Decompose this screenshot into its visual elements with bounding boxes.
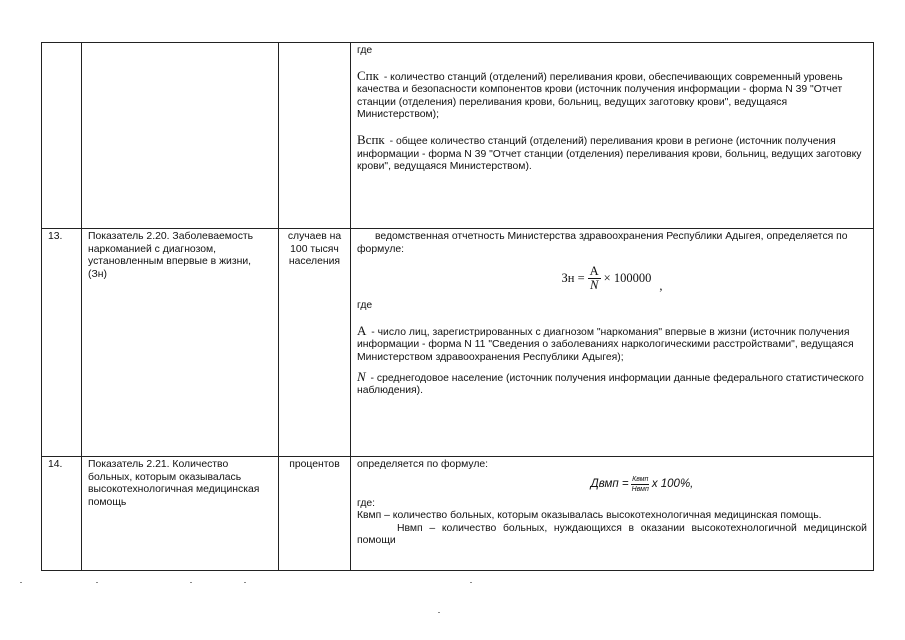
spk-text: - количество станций (отделений) переливания крови, обеспечивающих современный уровень качества и безопасности компонентов крови (источник получения информации - форма N 39 "Отчет станции (отделения) переливания крови, больниц, ведущих заготовку крови", ведущаяся Министерством); [357, 71, 843, 121]
formula-rhs: × 100000 [603, 270, 652, 285]
unit: случаев на 100 тысяч населения [279, 229, 351, 457]
spk-symbol: Спк [357, 67, 379, 83]
formula-denominator: Нвмп [631, 486, 649, 494]
formula-dvmp [357, 472, 867, 498]
cell-description [351, 229, 874, 457]
vspk-symbol: Вспк [357, 131, 385, 147]
cell-description [351, 457, 874, 571]
formula-lhs: Зн = [561, 270, 585, 285]
spk-definition [357, 67, 867, 122]
table-row-continuation [42, 43, 874, 229]
cell-description [351, 43, 874, 229]
formula-comma: , [659, 278, 663, 293]
scan-speck [244, 582, 246, 583]
indicator-name: Показатель 2.20. Заболеваемость наркоманией с диагнозом, установленным впервые в жизни, (Зн) [82, 229, 279, 457]
where-label: где: [357, 497, 376, 509]
scan-speck [190, 582, 192, 583]
indicator-name: Показатель 2.21. Количество больных, которым оказывалась высокотехнологичная медицинская помощь [82, 457, 279, 571]
row-number: 13. [42, 229, 82, 457]
table-row-14 [42, 457, 874, 571]
where-label: где [357, 45, 373, 56]
kvmp-definition: Квмп – количество больных, которым оказывалась высокотехнологичная медицинская помощь. [357, 510, 822, 522]
scan-speck [470, 582, 472, 583]
source-intro: ведомственная отчетность Министерства здравоохранения Республики Адыгея, определяется по формуле: [357, 231, 848, 255]
formula-lhs: Двмп = [590, 478, 629, 491]
indicators-table [41, 42, 874, 571]
cell-unit-empty [279, 43, 351, 229]
nvmp-definition: Нвмп – количество больных, нуждающихся в оказании высокотехнологичной медицинской помощи [357, 522, 867, 547]
cell-name-empty [82, 43, 279, 229]
formula-numerator: Квмп [632, 476, 649, 484]
n-symbol: N [357, 368, 366, 384]
scan-speck [20, 582, 22, 583]
formula-zn [357, 256, 867, 300]
n-text: - среднегодовое население (источник получения информации данные федерального статистического наблюдения). [357, 372, 864, 397]
table-row-13 [42, 229, 874, 457]
a-symbol: A [357, 322, 367, 338]
formula-denominator: N [589, 277, 599, 292]
row-number: 14. [42, 457, 82, 571]
vspk-definition [357, 131, 867, 174]
vspk-text: - общее количество станций (отделений) переливания крови в регионе (источник получения информации - форма N 39 "Отчет станции (отделения) переливания крови, больниц, ведущих заготовку крови", ведущаяся Министерством). [357, 135, 862, 173]
formula-numerator: A [589, 263, 599, 278]
formula-rhs: х 100%, [651, 478, 694, 491]
scan-speck [96, 582, 98, 583]
cell-num-empty [42, 43, 82, 229]
where-label: где [357, 300, 373, 312]
a-definition [357, 322, 867, 365]
scan-speck [438, 612, 440, 613]
unit: процентов [279, 457, 351, 571]
n-definition [357, 368, 867, 398]
a-text: - число лиц, зарегистрированных с диагнозом "наркомания" впервые в жизни (источник получения информации - форма N 11 "Сведения о заболеваниях наркологическими расстройствами", ведущаяся Министерством здравоохранения Республики Адыгея); [357, 326, 854, 363]
formula-intro: определяется по формуле: [357, 459, 489, 470]
